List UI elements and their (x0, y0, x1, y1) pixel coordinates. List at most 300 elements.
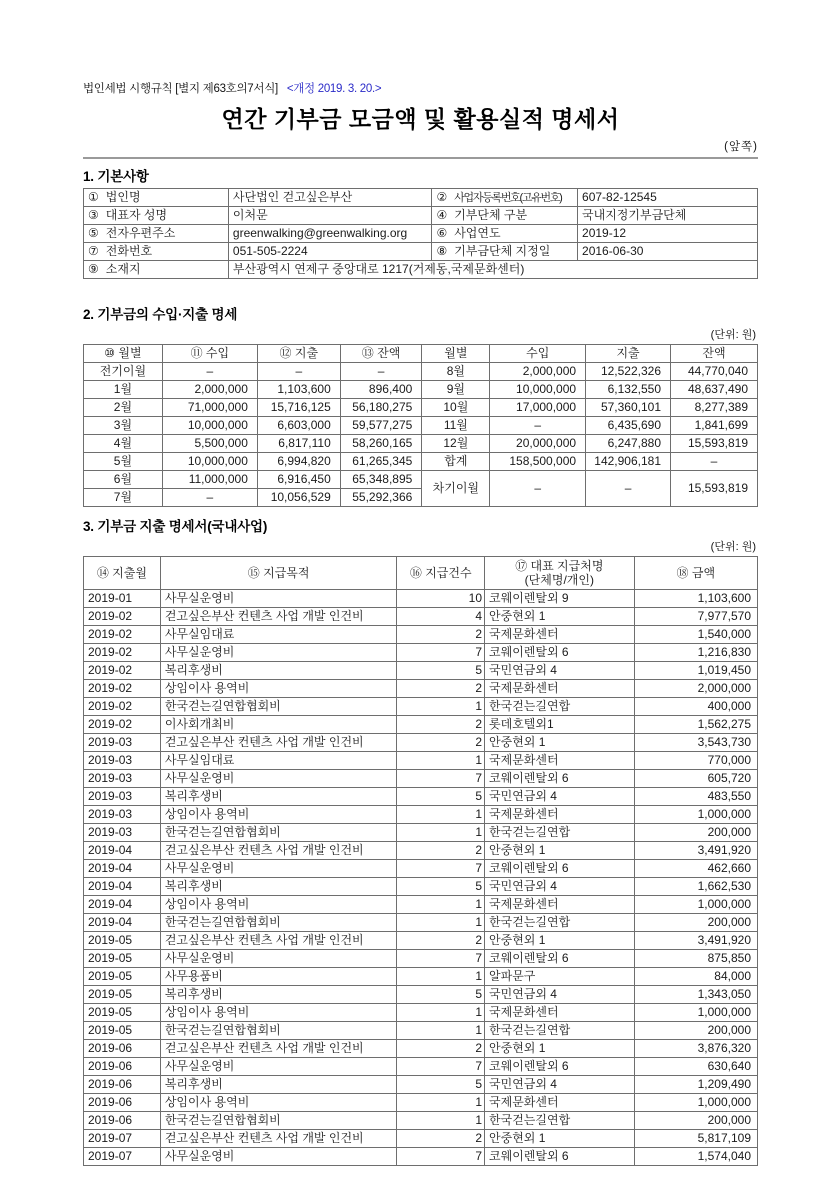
cell-value: 59,577,275 (340, 417, 422, 435)
cell-value: 6,247,880 (586, 435, 671, 453)
cell-purpose: 사무용품비 (160, 968, 397, 986)
field-value: 051-505-2224 (228, 243, 432, 261)
table-row (84, 680, 758, 698)
cell-month: 12월 (422, 435, 490, 453)
cell-expense-month: 2019-04 (84, 914, 161, 932)
cell-payment-count: 1 (397, 1094, 485, 1112)
table-row (84, 644, 758, 662)
cell-month: 합계 (422, 453, 490, 471)
field-label (84, 261, 229, 279)
cell-value: – (340, 363, 422, 381)
cell-amount: 200,000 (634, 824, 757, 842)
cell-expense-month: 2019-04 (84, 842, 161, 860)
page-side-label: (앞쪽) (724, 141, 758, 153)
cell-payee: 국제문화센터 (485, 752, 635, 770)
column-header: ⑮ 지급목적 (160, 557, 397, 590)
cell-value: 55,292,366 (340, 489, 422, 507)
cell-payee: 한국걷는길연합 (485, 914, 635, 932)
cell-payment-count: 2 (397, 716, 485, 734)
cell-payee: 국민연금외 4 (485, 986, 635, 1004)
form-reference-line (83, 80, 758, 96)
cell-payee: 한국걷는길연합 (485, 824, 635, 842)
cell-expense-month: 2019-05 (84, 1022, 161, 1040)
field-label-text: 법인명 (105, 190, 141, 204)
cell-payee: 안중현외 1 (485, 842, 635, 860)
field-label (432, 189, 578, 207)
table-row (84, 590, 758, 608)
cell-value: 44,770,040 (671, 363, 758, 381)
field-label-text: 사업자등록번호(고유번호) (454, 191, 562, 204)
cell-amount: 1,662,530 (634, 878, 757, 896)
table-row (84, 453, 758, 471)
cell-value: 48,637,490 (671, 381, 758, 399)
table-row (84, 878, 758, 896)
basic-info-row (84, 189, 758, 207)
cell-expense-month: 2019-03 (84, 734, 161, 752)
table-row (84, 770, 758, 788)
cell-payment-count: 7 (397, 1058, 485, 1076)
cell-amount: 1,540,000 (634, 626, 757, 644)
cell-payee: 안중현외 1 (485, 932, 635, 950)
cell-value: 10,000,000 (162, 417, 257, 435)
unit-label-section2: (단위: 원) (710, 329, 756, 341)
cell-month: 5월 (84, 453, 163, 471)
cell-payee: 한국걷는길연합 (485, 698, 635, 716)
table-row (84, 968, 758, 986)
column-header-line2: (단체명/개인) (524, 573, 594, 587)
cell-month: 차기이월 (422, 471, 490, 507)
column-header: ⑫ 지출 (257, 345, 340, 363)
cell-value: 15,593,819 (671, 471, 758, 507)
table-row (84, 1094, 758, 1112)
cell-value: 20,000,000 (490, 435, 586, 453)
column-header-line1: ⑰ 대표 지급처명 (515, 559, 604, 573)
cell-payee: 알파문구 (485, 968, 635, 986)
cell-expense-month: 2019-05 (84, 968, 161, 986)
cell-purpose: 상임이사 용역비 (160, 680, 397, 698)
cell-value: 17,000,000 (490, 399, 586, 417)
field-label-text: 기부금단체 지정일 (454, 244, 551, 258)
cell-expense-month: 2019-03 (84, 770, 161, 788)
field-label (84, 189, 229, 207)
cell-amount: 1,209,490 (634, 1076, 757, 1094)
cell-payment-count: 2 (397, 734, 485, 752)
cell-payment-count: 5 (397, 662, 485, 680)
cell-purpose: 한국걷는길연합협회비 (160, 824, 397, 842)
cell-amount: 1,343,050 (634, 986, 757, 1004)
field-number: ① (88, 190, 99, 204)
cell-expense-month: 2019-03 (84, 788, 161, 806)
cell-value: – (162, 489, 257, 507)
cell-payee: 안중현외 1 (485, 1130, 635, 1148)
table-row (84, 626, 758, 644)
cell-payment-count: 1 (397, 752, 485, 770)
cell-payee: 국민연금외 4 (485, 662, 635, 680)
cell-purpose: 한국걷는길연합협회비 (160, 698, 397, 716)
cell-amount: 605,720 (634, 770, 757, 788)
cell-payment-count: 7 (397, 644, 485, 662)
cell-amount: 84,000 (634, 968, 757, 986)
cell-expense-month: 2019-07 (84, 1148, 161, 1166)
table-row (84, 1076, 758, 1094)
field-value: greenwalking@greenwalking.org (228, 225, 432, 243)
cell-payment-count: 2 (397, 680, 485, 698)
cell-value: – (162, 363, 257, 381)
cell-payee: 코웨이렌탈외 6 (485, 770, 635, 788)
cell-expense-month: 2019-06 (84, 1094, 161, 1112)
cell-amount: 1,000,000 (634, 896, 757, 914)
cell-payee: 롯데호텔외1 (485, 716, 635, 734)
table-row (84, 471, 758, 489)
field-value: 607-82-12545 (578, 189, 758, 207)
cell-expense-month: 2019-06 (84, 1076, 161, 1094)
cell-amount: 7,977,570 (634, 608, 757, 626)
cell-value: 15,593,819 (671, 435, 758, 453)
cell-amount: 3,543,730 (634, 734, 757, 752)
table-row (84, 932, 758, 950)
cell-value: 1,841,699 (671, 417, 758, 435)
cell-purpose: 사무실운영비 (160, 770, 397, 788)
cell-value: 12,522,326 (586, 363, 671, 381)
cell-expense-month: 2019-02 (84, 644, 161, 662)
cell-payment-count: 1 (397, 896, 485, 914)
cell-expense-month: 2019-02 (84, 626, 161, 644)
cell-expense-month: 2019-04 (84, 860, 161, 878)
cell-value: 1,103,600 (257, 381, 340, 399)
cell-payment-count: 2 (397, 1130, 485, 1148)
field-label (84, 243, 229, 261)
cell-purpose: 복리후생비 (160, 1076, 397, 1094)
cell-month: 3월 (84, 417, 163, 435)
cell-amount: 1,574,040 (634, 1148, 757, 1166)
cell-purpose: 걷고싶은부산 컨텐츠 사업 개발 인건비 (160, 932, 397, 950)
cell-purpose: 걷고싶은부산 컨텐츠 사업 개발 인건비 (160, 1040, 397, 1058)
cell-amount: 1,000,000 (634, 1004, 757, 1022)
cell-purpose: 한국걷는길연합협회비 (160, 1022, 397, 1040)
cell-month: 6월 (84, 471, 163, 489)
column-header: ⑭ 지출월 (84, 557, 161, 590)
section2-heading: 2. 기부금의 수입·지출 명세 (83, 307, 238, 322)
cell-value: 58,260,165 (340, 435, 422, 453)
table-row (84, 824, 758, 842)
cell-value: 57,360,101 (586, 399, 671, 417)
table-row (84, 1058, 758, 1076)
cell-month: 11월 (422, 417, 490, 435)
cell-purpose: 걷고싶은부산 컨텐츠 사업 개발 인건비 (160, 842, 397, 860)
cell-expense-month: 2019-03 (84, 806, 161, 824)
column-header: ⑱ 금액 (634, 557, 757, 590)
cell-amount: 200,000 (634, 1112, 757, 1130)
field-label-text: 사업연도 (454, 226, 501, 240)
cell-purpose: 사무실운영비 (160, 1058, 397, 1076)
cell-purpose: 복리후생비 (160, 986, 397, 1004)
field-label (432, 243, 578, 261)
cell-value: 11,000,000 (162, 471, 257, 489)
cell-month: 8월 (422, 363, 490, 381)
table-row (84, 399, 758, 417)
cell-amount: 200,000 (634, 914, 757, 932)
cell-payee: 국제문화센터 (485, 896, 635, 914)
section3-heading: 3. 기부금 지출 명세서(국내사업) (83, 519, 268, 534)
cell-expense-month: 2019-05 (84, 986, 161, 1004)
field-label (84, 225, 229, 243)
cell-value: 61,265,345 (340, 453, 422, 471)
cell-payment-count: 5 (397, 986, 485, 1004)
cell-amount: 400,000 (634, 698, 757, 716)
cell-value: 2,000,000 (162, 381, 257, 399)
cell-purpose: 상임이사 용역비 (160, 896, 397, 914)
cell-payment-count: 10 (397, 590, 485, 608)
cell-amount: 462,660 (634, 860, 757, 878)
cell-purpose: 사무실운영비 (160, 644, 397, 662)
cell-amount: 1,000,000 (634, 806, 757, 824)
cell-payment-count: 1 (397, 914, 485, 932)
field-number: ③ (88, 208, 99, 222)
cell-purpose: 상임이사 용역비 (160, 1094, 397, 1112)
field-label-text: 전화번호 (105, 244, 153, 258)
cell-expense-month: 2019-02 (84, 698, 161, 716)
cell-amount: 200,000 (634, 1022, 757, 1040)
cell-amount: 770,000 (634, 752, 757, 770)
field-number: ⑦ (88, 244, 99, 258)
table-row (84, 914, 758, 932)
cell-value: – (490, 471, 586, 507)
table-row (84, 788, 758, 806)
table-row (84, 1130, 758, 1148)
cell-value: – (586, 471, 671, 507)
cell-payment-count: 7 (397, 770, 485, 788)
basic-info-row (84, 243, 758, 261)
field-value: 이처문 (228, 207, 432, 225)
cell-payee: 국제문화센터 (485, 806, 635, 824)
cell-month: 9월 (422, 381, 490, 399)
column-header: 수입 (490, 345, 586, 363)
column-header: 잔액 (671, 345, 758, 363)
field-label (432, 207, 578, 225)
cell-value: 6,916,450 (257, 471, 340, 489)
cell-amount: 1,562,275 (634, 716, 757, 734)
cell-payment-count: 7 (397, 860, 485, 878)
cell-payee: 코웨이렌탈외 9 (485, 590, 635, 608)
table-row (84, 1112, 758, 1130)
cell-payment-count: 4 (397, 608, 485, 626)
cell-amount: 2,000,000 (634, 680, 757, 698)
cell-month: 4월 (84, 435, 163, 453)
table-row (84, 752, 758, 770)
cell-expense-month: 2019-06 (84, 1040, 161, 1058)
column-header: ⑩ 월별 (84, 345, 163, 363)
expense-header-row (84, 557, 758, 590)
cell-purpose: 걷고싶은부산 컨텐츠 사업 개발 인건비 (160, 734, 397, 752)
cell-payee: 국민연금외 4 (485, 878, 635, 896)
field-value: 2019-12 (578, 225, 758, 243)
table-row (84, 1148, 758, 1166)
cell-month: 1월 (84, 381, 163, 399)
income-expense-table (83, 344, 758, 507)
field-number: ⑧ (436, 244, 448, 258)
table-row (84, 734, 758, 752)
cell-value: 6,994,820 (257, 453, 340, 471)
cell-payment-count: 5 (397, 878, 485, 896)
cell-value: – (257, 363, 340, 381)
cell-value: – (671, 453, 758, 471)
revision-text: <개정 2019. 3. 20.> (286, 83, 382, 95)
field-number: ⑤ (88, 226, 99, 240)
table-row (84, 1040, 758, 1058)
cell-purpose: 상임이사 용역비 (160, 1004, 397, 1022)
table-row (84, 381, 758, 399)
field-number: ⑥ (436, 226, 448, 240)
field-value: 국내지정기부금단체 (578, 207, 758, 225)
cell-payee: 코웨이렌탈외 6 (485, 860, 635, 878)
field-number: ② (436, 189, 448, 204)
cell-purpose: 복리후생비 (160, 788, 397, 806)
cell-month: 전기이월 (84, 363, 163, 381)
cell-payee: 국제문화센터 (485, 680, 635, 698)
cell-amount: 3,491,920 (634, 842, 757, 860)
cell-value: 10,000,000 (162, 453, 257, 471)
cell-purpose: 걷고싶은부산 컨텐츠 사업 개발 인건비 (160, 1130, 397, 1148)
cell-expense-month: 2019-04 (84, 878, 161, 896)
cell-purpose: 복리후생비 (160, 662, 397, 680)
cell-amount: 875,850 (634, 950, 757, 968)
cell-payment-count: 7 (397, 1148, 485, 1166)
cell-purpose: 사무실임대료 (160, 626, 397, 644)
cell-amount: 3,491,920 (634, 932, 757, 950)
cell-amount: 3,876,320 (634, 1040, 757, 1058)
cell-payment-count: 2 (397, 1040, 485, 1058)
cell-payee: 안중현외 1 (485, 1040, 635, 1058)
cell-expense-month: 2019-04 (84, 896, 161, 914)
column-header: 월별 (422, 345, 490, 363)
cell-value: 5,500,000 (162, 435, 257, 453)
cell-payment-count: 5 (397, 788, 485, 806)
basic-info-row (84, 261, 758, 279)
cell-payment-count: 1 (397, 1022, 485, 1040)
expense-detail-table (83, 556, 758, 1166)
cell-value: 65,348,895 (340, 471, 422, 489)
cell-purpose: 복리후생비 (160, 878, 397, 896)
cell-payment-count: 2 (397, 932, 485, 950)
cell-value: 2,000,000 (490, 363, 586, 381)
cell-payee: 국제문화센터 (485, 1094, 635, 1112)
cell-payee: 코웨이렌탈외 6 (485, 950, 635, 968)
cell-value: 6,603,000 (257, 417, 340, 435)
cell-payment-count: 1 (397, 824, 485, 842)
cell-amount: 630,640 (634, 1058, 757, 1076)
cell-payee: 국민연금외 4 (485, 1076, 635, 1094)
column-header: ⑬ 잔액 (340, 345, 422, 363)
table-row (84, 950, 758, 968)
cell-expense-month: 2019-03 (84, 824, 161, 842)
table-row (84, 435, 758, 453)
cell-expense-month: 2019-07 (84, 1130, 161, 1148)
table-row (84, 608, 758, 626)
cell-payee: 코웨이렌탈외 6 (485, 1058, 635, 1076)
cell-value: 6,817,110 (257, 435, 340, 453)
table-row (84, 896, 758, 914)
table-row (84, 417, 758, 435)
column-header (485, 557, 635, 590)
cell-value: 10,000,000 (490, 381, 586, 399)
cell-purpose: 한국걷는길연합협회비 (160, 914, 397, 932)
cell-amount: 5,817,109 (634, 1130, 757, 1148)
cell-purpose: 사무실운영비 (160, 590, 397, 608)
cell-amount: 1,103,600 (634, 590, 757, 608)
cell-payee: 국민연금외 4 (485, 788, 635, 806)
cell-month: 2월 (84, 399, 163, 417)
field-number: ⑨ (88, 262, 99, 276)
page-title: 연간 기부금 모금액 및 활용실적 명세서 (221, 106, 620, 132)
cell-payee: 코웨이렌탈외 6 (485, 644, 635, 662)
field-label-text: 기부단체 구분 (454, 208, 528, 222)
top-divider (83, 157, 758, 159)
field-number: ④ (436, 208, 448, 222)
field-label-text: 대표자 성명 (105, 208, 168, 222)
column-header: ⑪ 수입 (162, 345, 257, 363)
cell-purpose: 사무실운영비 (160, 860, 397, 878)
cell-expense-month: 2019-05 (84, 950, 161, 968)
cell-purpose: 이사회개최비 (160, 716, 397, 734)
cell-payee: 안중현외 1 (485, 608, 635, 626)
cell-payment-count: 1 (397, 968, 485, 986)
cell-expense-month: 2019-03 (84, 752, 161, 770)
field-value: 부산광역시 연제구 중앙대로 1217(거제동,국제문화센터) (228, 261, 757, 279)
cell-month: 7월 (84, 489, 163, 507)
cell-payee: 한국걷는길연합 (485, 1022, 635, 1040)
cell-value: 158,500,000 (490, 453, 586, 471)
cell-payment-count: 1 (397, 698, 485, 716)
cell-purpose: 상임이사 용역비 (160, 806, 397, 824)
cell-payment-count: 1 (397, 1004, 485, 1022)
cell-amount: 1,019,450 (634, 662, 757, 680)
cell-payment-count: 2 (397, 626, 485, 644)
cell-payee: 안중현외 1 (485, 734, 635, 752)
cell-value: 56,180,275 (340, 399, 422, 417)
table-row (84, 698, 758, 716)
cell-expense-month: 2019-02 (84, 680, 161, 698)
cell-expense-month: 2019-06 (84, 1112, 161, 1130)
cell-purpose: 사무실운영비 (160, 950, 397, 968)
table-row (84, 806, 758, 824)
column-header: 지출 (586, 345, 671, 363)
cell-value: 6,132,550 (586, 381, 671, 399)
field-label-text: 전자우편주소 (105, 226, 176, 240)
cell-payment-count: 2 (397, 842, 485, 860)
cell-expense-month: 2019-02 (84, 662, 161, 680)
income-header-row (84, 345, 758, 363)
regulation-text: 법인세법 시행규칙 [별지 제63호의7서식] (83, 83, 278, 95)
basic-info-table (83, 188, 758, 279)
cell-purpose: 한국걷는길연합협회비 (160, 1112, 397, 1130)
cell-purpose: 사무실임대료 (160, 752, 397, 770)
table-row (84, 1004, 758, 1022)
field-value: 2016-06-30 (578, 243, 758, 261)
cell-expense-month: 2019-02 (84, 608, 161, 626)
table-row (84, 842, 758, 860)
cell-value: 142,906,181 (586, 453, 671, 471)
cell-expense-month: 2019-02 (84, 716, 161, 734)
cell-payee: 한국걷는길연합 (485, 1112, 635, 1130)
table-row (84, 716, 758, 734)
cell-month: 10월 (422, 399, 490, 417)
basic-info-row (84, 225, 758, 243)
cell-payment-count: 1 (397, 1112, 485, 1130)
cell-expense-month: 2019-06 (84, 1058, 161, 1076)
cell-payee: 국제문화센터 (485, 1004, 635, 1022)
cell-value: 8,277,389 (671, 399, 758, 417)
table-row (84, 860, 758, 878)
